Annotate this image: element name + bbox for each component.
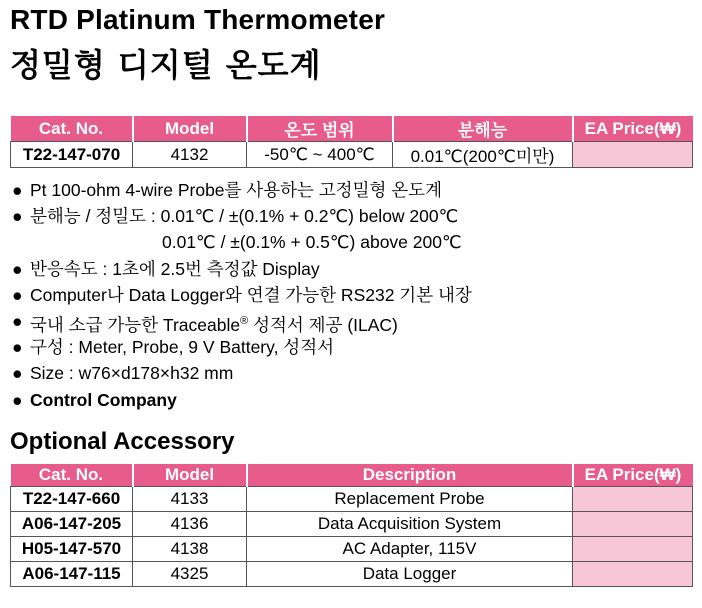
bullet-icon: ● — [12, 258, 23, 279]
feature-item — [10, 256, 472, 282]
feature-text: 국내 소급 가능한 Traceable — [30, 314, 241, 335]
header-cat-no: Cat. No. — [11, 116, 133, 142]
table-row — [11, 562, 693, 587]
resolution-cell: 0.01℃(200℃미만) — [393, 142, 573, 168]
price-cell — [573, 537, 693, 562]
price-cell — [573, 487, 693, 512]
cat-no-cell: T22-147-070 — [11, 142, 133, 168]
header-resolution: 분해능 — [393, 116, 573, 142]
feature-text: 반응속도 : 1초에 2.5번 측정값 Display — [30, 258, 320, 279]
header-price: EA Price(₩) — [573, 116, 693, 142]
description-cell: Replacement Probe — [247, 487, 573, 512]
bullet-icon: ● — [12, 337, 23, 358]
feature-item — [10, 387, 472, 413]
model-cell: 4138 — [133, 537, 247, 562]
accessory-table-header — [11, 464, 693, 487]
feature-text: Control Company — [30, 389, 177, 410]
table-row — [11, 487, 693, 512]
header-model: Model — [133, 464, 247, 487]
bullet-icon: ● — [12, 363, 23, 384]
cat-no-cell: H05-147-570 — [11, 537, 133, 562]
header-description: Description — [247, 464, 573, 487]
header-model: Model — [133, 116, 247, 142]
bullet-icon: ● — [12, 180, 23, 200]
price-cell — [573, 142, 693, 168]
table-row — [11, 512, 693, 537]
bullet-icon: ● — [12, 389, 23, 410]
feature-item — [10, 308, 472, 334]
feature-text: 0.01℃ / ±(0.1% + 0.5℃) above 200℃ — [162, 232, 462, 253]
model-cell: 4132 — [133, 142, 247, 168]
feature-text: Size : w76×d178×h32 mm — [30, 363, 234, 384]
spec-table — [10, 116, 693, 168]
feature-text: 구성 : Meter, Probe, 9 V Battery, 성적서 — [30, 337, 335, 358]
price-cell — [573, 562, 693, 587]
description-cell: Data Acquisition System — [247, 512, 573, 537]
description-cell: AC Adapter, 115V — [247, 537, 573, 562]
feature-item — [10, 334, 472, 360]
cat-no-cell: A06-147-115 — [11, 562, 133, 587]
feature-item — [10, 282, 472, 308]
price-cell — [573, 512, 693, 537]
registered-mark: ® — [240, 314, 249, 327]
header-cat-no: Cat. No. — [11, 464, 133, 487]
feature-item-continued — [10, 229, 472, 255]
product-title-ko: 정밀형 디지털 온도계 — [10, 46, 322, 84]
spec-table-header — [11, 116, 693, 142]
feature-text: 분해능 / 정밀도 : 0.01℃ / ±(0.1% + 0.2℃) below 200℃ — [30, 206, 459, 227]
feature-item — [10, 203, 472, 229]
header-range: 온도 범위 — [247, 116, 393, 142]
model-cell: 4136 — [133, 512, 247, 537]
accessory-table — [10, 464, 693, 587]
cat-no-cell: T22-147-660 — [11, 487, 133, 512]
model-cell: 4325 — [133, 562, 247, 587]
bullet-icon: ● — [12, 206, 23, 227]
product-title-en: RTD Platinum Thermometer — [10, 4, 386, 35]
feature-text: Computer나 Data Logger와 연결 가능한 RS232 기본 내장 — [30, 284, 472, 305]
feature-list — [10, 177, 472, 413]
table-row — [11, 142, 693, 168]
description-cell: Data Logger — [247, 562, 573, 587]
feature-item — [10, 360, 472, 386]
feature-text: 성적서 제공 (ILAC) — [248, 314, 398, 335]
header-price: EA Price(₩) — [573, 464, 693, 487]
table-row — [11, 537, 693, 562]
bullet-icon: ● — [12, 310, 23, 331]
model-cell: 4133 — [133, 487, 247, 512]
feature-text: Pt 100-ohm 4-wire Probe를 사용하는 고정밀형 온도계 — [30, 180, 442, 200]
range-cell: -50℃ ~ 400℃ — [247, 142, 393, 168]
feature-item — [10, 177, 472, 203]
bullet-icon: ● — [12, 284, 23, 305]
cat-no-cell: A06-147-205 — [11, 512, 133, 537]
accessory-title: Optional Accessory — [10, 428, 235, 455]
